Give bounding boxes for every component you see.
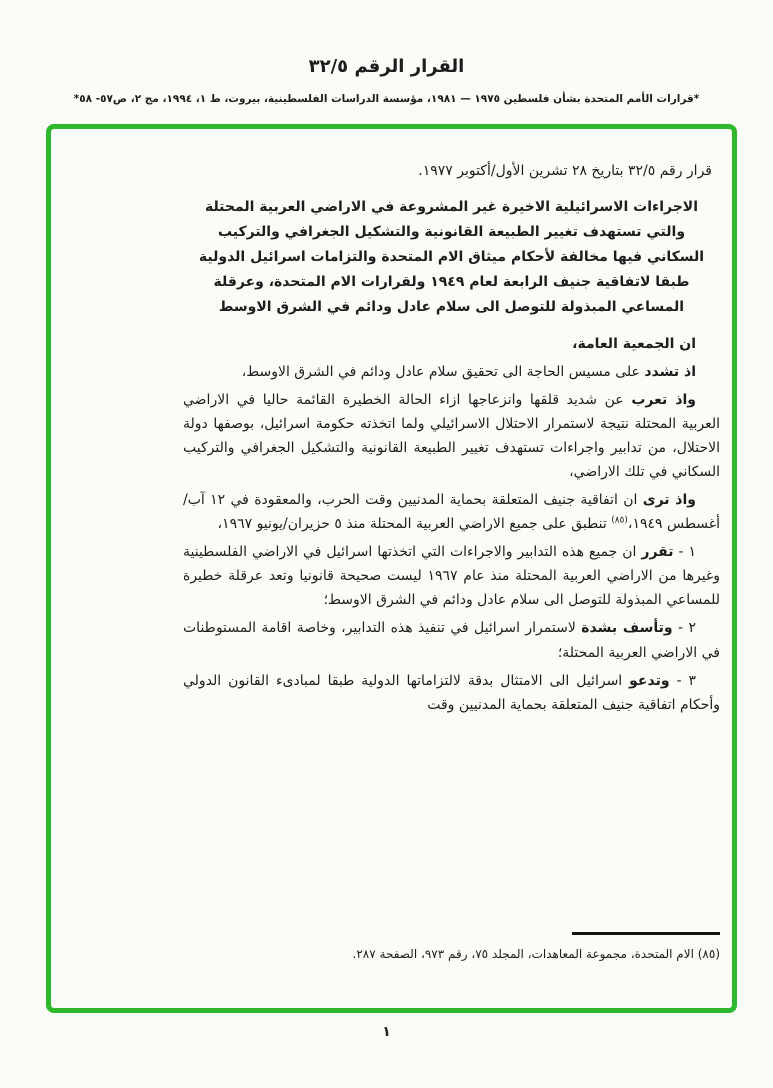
source-citation-line: *قرارات الأمم المتحدة بشأن فلسطين ١٩٧٥ — ١٩٨١، مؤسسة الدراسات الفلسطينية، بيروت، ط ١، ١٩٩٤، مج ٢، ص٥٧- ٥٨*	[73, 93, 700, 105]
footnote-area	[183, 932, 720, 964]
resolution-paragraph: ٢ - وتأسف بشدة لاستمرار اسرائيل في تنفيذ هذه التدابير، وخاصة اقامة المستوطنات في الاراضي العربية المحتلة؛	[183, 620, 720, 661]
resolution-content	[51, 129, 732, 1008]
resolution-paragraphs	[183, 360, 720, 717]
resolution-paragraph: واذ ترى ان اتفاقية جنيف المتعلقة بحماية المدنيين وقت الحرب، والمعقودة في ١٢ آب/أغسطس ١٩٤٩،$^{(٨٥)}$ تنطبق على جميع الاراضي العربية المحتلة منذ ٥ حزيران/يونيو ١٩٦٧،	[183, 492, 720, 533]
resolution-paragraph: ٣ - وتدعو اسرائيل الى الامتثال بدقة لالتزاماتها الدولية طبقا لمبادىء القانون الدولي وأحكام اتفاقية جنيف المتعلقة بحماية المدنيين وقت	[183, 672, 720, 713]
document-frame	[46, 124, 737, 1013]
resolution-paragraph: ١ - تقرر ان جميع هذه التدابير والاجراءات التي اتخذتها اسرائيل في الاراضي الفلسطينية وغيرها من الاراضي العربية المحتلة منذ عام ١٩٦٧ ليست صحيحة قانونيا وتعد عرقلة خطيرة للمساعي المبذولة للتوصل الى سلام عادل ودائم في الشرق الاوسط؛	[183, 544, 720, 609]
preamble-intro: ان الجمعية العامة،	[572, 335, 696, 352]
resolution-paragraph: واذ تعرب عن شديد قلقها وانزعاجها ازاء الحالة الخطيرة القائمة حاليا في الاراضي العربية المحتلة نتيجة لاستمرار الاحتلال الاسرائيلي ولما اتخذته حكومة اسرائيل، بوصفها دولة الاحتلال، من تدابير واجراءات تستهدف تغيير الطبيعة القانونية والتشكيل الجغرافي والتركيب السكاني في تلك الاراضي،	[183, 391, 720, 480]
resolution-title: الاجراءات الاسرائيلية الاخيرة غير المشروعة في الاراضي العربية المحتلة والتي تستهدف تغيير الطبيعة القانونية والتشكيل الجغرافي والتركيب السكاني فيها مخالفة لأحكام ميثاق الام المتحدة والتزامات اسرائيل الدولية طبقا لاتفاقية جنيف الرابعة لعام ١٩٤٩ ولقرارات الام المتحدة، وعرقلة المساعي المبذولة للتوصل الى سلام عادل ودائم في الشرق الاوسط	[198, 199, 705, 315]
page-header-title: القرار الرقم ٣٢/٥	[308, 56, 465, 77]
page-number: ١	[382, 1024, 391, 1040]
footnote-text: (٨٥) الام المتحدة، مجموعة المعاهدات، المجلد ٧٥، رقم ٩٧٣، الصفحة ٢٨٧.	[352, 946, 720, 961]
resolution-date-line: قرار رقم ٣٢/٥ بتاريخ ٢٨ تشرين الأول/أكتوبر ١٩٧٧.	[418, 163, 712, 179]
resolution-paragraph: اذ تشدد على مسيس الحاجة الى تحقيق سلام عادل ودائم في الشرق الاوسط،	[241, 363, 696, 380]
footnote-divider	[572, 932, 720, 935]
